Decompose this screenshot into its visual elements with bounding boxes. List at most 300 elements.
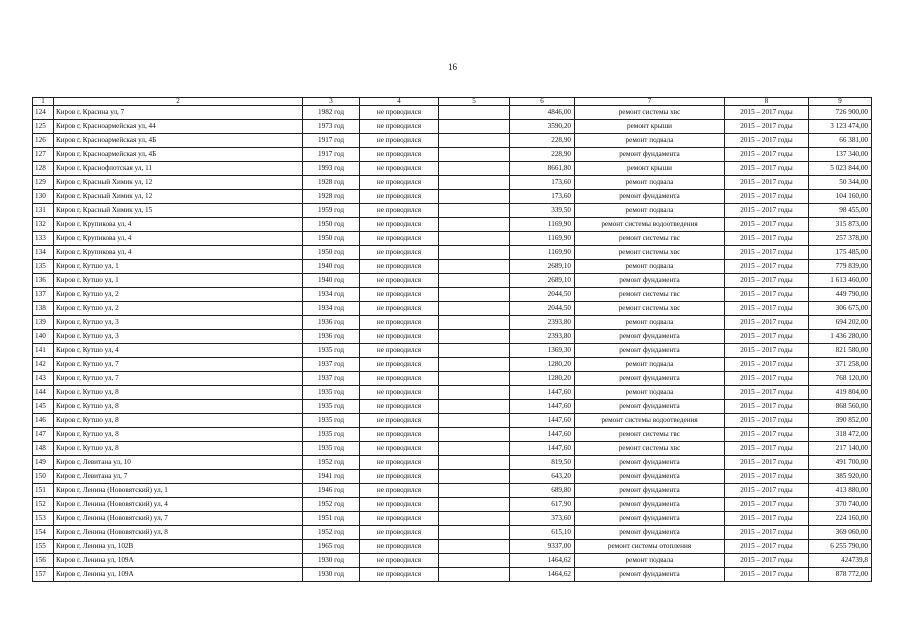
address-cell: Киров г, Крупикова ул, 4 (54, 232, 303, 246)
area-cell: 1464,62 (510, 554, 575, 568)
col-5-cell (439, 358, 510, 372)
year-built-cell: 1940 год (303, 260, 360, 274)
table-row (33, 456, 872, 470)
table-row (33, 526, 872, 540)
work-type-cell: ремонт подвала (575, 386, 725, 400)
table-row (33, 288, 872, 302)
work-type-cell: ремонт фундамента (575, 456, 725, 470)
row-number-cell: 134 (33, 246, 54, 260)
table-row (33, 442, 872, 456)
col-5-cell (439, 232, 510, 246)
last-repair-cell: не проводился (360, 554, 439, 568)
cost-cell: 449 790,00 (809, 288, 872, 302)
address-cell: Киров г, Кутшо ул, 2 (54, 302, 303, 316)
row-number-cell: 146 (33, 414, 54, 428)
address-cell: Киров г, Ленина (Нововятский) ул, 1 (54, 484, 303, 498)
row-number-cell: 143 (33, 372, 54, 386)
area-cell: 1169,90 (510, 232, 575, 246)
period-cell: 2015 – 2017 годы (725, 414, 809, 428)
year-built-cell: 1950 год (303, 218, 360, 232)
cost-cell: 306 675,00 (809, 302, 872, 316)
last-repair-cell: не проводился (360, 176, 439, 190)
last-repair-cell: не проводился (360, 344, 439, 358)
work-type-cell: ремонт системы хвс (575, 302, 725, 316)
col-5-cell (439, 176, 510, 190)
period-cell: 2015 – 2017 годы (725, 372, 809, 386)
address-cell: Киров г, Красный Химик ул, 12 (54, 190, 303, 204)
address-cell: Киров г, Ленина ул, 109А (54, 568, 303, 582)
cost-cell: 369 060,00 (809, 526, 872, 540)
period-cell: 2015 – 2017 годы (725, 232, 809, 246)
address-cell: Киров г, Красный Химик ул, 12 (54, 176, 303, 190)
area-cell: 617,90 (510, 498, 575, 512)
address-cell: Киров г, Крупикова ул, 4 (54, 218, 303, 232)
cost-cell: 104 160,00 (809, 190, 872, 204)
work-type-cell: ремонт системы гвс (575, 288, 725, 302)
col-5-cell (439, 120, 510, 134)
last-repair-cell: не проводился (360, 148, 439, 162)
year-built-cell: 1951 год (303, 512, 360, 526)
row-number-cell: 138 (33, 302, 54, 316)
address-cell: Киров г, Кутшо ул, 4 (54, 344, 303, 358)
period-cell: 2015 – 2017 годы (725, 442, 809, 456)
cost-cell: 371 258,00 (809, 358, 872, 372)
row-number-cell: 149 (33, 456, 54, 470)
last-repair-cell: не проводился (360, 330, 439, 344)
row-number-cell: 136 (33, 274, 54, 288)
col-5-cell (439, 134, 510, 148)
address-cell: Киров г, Кутшо ул, 1 (54, 260, 303, 274)
col-5-cell (439, 442, 510, 456)
last-repair-cell: не проводился (360, 386, 439, 400)
col-5-cell (439, 302, 510, 316)
row-number-cell: 148 (33, 442, 54, 456)
area-cell: 1169,90 (510, 246, 575, 260)
address-cell: Киров г, Красноармейская ул, 4Б (54, 148, 303, 162)
year-built-cell: 1950 год (303, 232, 360, 246)
address-cell: Киров г, Краснофлотская ул, 11 (54, 162, 303, 176)
period-cell: 2015 – 2017 годы (725, 302, 809, 316)
column-header-1: 1 (33, 98, 54, 106)
cost-cell: 66 381,00 (809, 134, 872, 148)
last-repair-cell: не проводился (360, 190, 439, 204)
address-cell: Киров г, Кутшо ул, 1 (54, 274, 303, 288)
year-built-cell: 1952 год (303, 526, 360, 540)
col-5-cell (439, 400, 510, 414)
row-number-cell: 125 (33, 120, 54, 134)
year-built-cell: 1993 год (303, 162, 360, 176)
address-cell: Киров г, Левитана ул, 10 (54, 456, 303, 470)
row-number-cell: 135 (33, 260, 54, 274)
last-repair-cell: не проводился (360, 512, 439, 526)
last-repair-cell: не проводился (360, 302, 439, 316)
column-header-9: 9 (809, 98, 872, 106)
address-cell: Киров г, Кутшо ул, 3 (54, 316, 303, 330)
table-row (33, 414, 872, 428)
col-5-cell (439, 162, 510, 176)
period-cell: 2015 – 2017 годы (725, 344, 809, 358)
cost-cell: 6 255 790,00 (809, 540, 872, 554)
table-row (33, 134, 872, 148)
table-row (33, 330, 872, 344)
table-row (33, 232, 872, 246)
area-cell: 1447,60 (510, 414, 575, 428)
year-built-cell: 1936 год (303, 330, 360, 344)
last-repair-cell: не проводился (360, 260, 439, 274)
cost-cell: 98 455,00 (809, 204, 872, 218)
area-cell: 2044,50 (510, 302, 575, 316)
area-cell: 819,50 (510, 456, 575, 470)
row-number-cell: 126 (33, 134, 54, 148)
year-built-cell: 1928 год (303, 176, 360, 190)
year-built-cell: 1950 год (303, 246, 360, 260)
table-row (33, 512, 872, 526)
work-type-cell: ремонт подвала (575, 204, 725, 218)
work-type-cell: ремонт системы хвс (575, 442, 725, 456)
address-cell: Киров г, Ленина (Нововятский) ул, 8 (54, 526, 303, 540)
table-row (33, 176, 872, 190)
area-cell: 2393,80 (510, 316, 575, 330)
col-5-cell (439, 260, 510, 274)
table-row (33, 372, 872, 386)
period-cell: 2015 – 2017 годы (725, 148, 809, 162)
work-type-cell: ремонт фундамента (575, 274, 725, 288)
cost-cell: 413 880,00 (809, 484, 872, 498)
area-cell: 228,90 (510, 148, 575, 162)
last-repair-cell: не проводился (360, 526, 439, 540)
row-number-cell: 127 (33, 148, 54, 162)
work-type-cell: ремонт фундамента (575, 498, 725, 512)
last-repair-cell: не проводился (360, 246, 439, 260)
area-cell: 4846,00 (510, 106, 575, 120)
area-cell: 3590,20 (510, 120, 575, 134)
last-repair-cell: не проводился (360, 428, 439, 442)
cost-cell: 419 804,00 (809, 386, 872, 400)
year-built-cell: 1952 год (303, 498, 360, 512)
page-number: 16 (448, 62, 457, 72)
work-type-cell: ремонт фундамента (575, 470, 725, 484)
area-cell: 228,90 (510, 134, 575, 148)
row-number-cell: 137 (33, 288, 54, 302)
row-number-cell: 130 (33, 190, 54, 204)
address-cell: Киров г, Ленина ул, 102В (54, 540, 303, 554)
repair-table (32, 97, 872, 582)
table-row (33, 316, 872, 330)
last-repair-cell: не проводился (360, 372, 439, 386)
address-cell: Киров г, Красноармейская ул, 4Б (54, 134, 303, 148)
area-cell: 1169,90 (510, 218, 575, 232)
table-header-row (33, 98, 872, 106)
table-body (33, 106, 872, 582)
col-5-cell (439, 246, 510, 260)
work-type-cell: ремонт системы хвс (575, 106, 725, 120)
last-repair-cell: не проводился (360, 414, 439, 428)
row-number-cell: 128 (33, 162, 54, 176)
cost-cell: 5 023 844,00 (809, 162, 872, 176)
column-header-5: 5 (439, 98, 510, 106)
last-repair-cell: не проводился (360, 498, 439, 512)
area-cell: 1280,20 (510, 358, 575, 372)
period-cell: 2015 – 2017 годы (725, 568, 809, 582)
col-5-cell (439, 274, 510, 288)
last-repair-cell: не проводился (360, 218, 439, 232)
period-cell: 2015 – 2017 годы (725, 260, 809, 274)
column-header-3: 3 (303, 98, 360, 106)
cost-cell: 175 485,00 (809, 246, 872, 260)
table-row (33, 204, 872, 218)
period-cell: 2015 – 2017 годы (725, 204, 809, 218)
address-cell: Киров г, Кутшо ул, 2 (54, 288, 303, 302)
address-cell: Киров г, Кутшо ул, 8 (54, 414, 303, 428)
col-5-cell (439, 106, 510, 120)
row-number-cell: 133 (33, 232, 54, 246)
address-cell: Киров г, Ленина (Нововятский) ул, 7 (54, 512, 303, 526)
table-row (33, 302, 872, 316)
period-cell: 2015 – 2017 годы (725, 176, 809, 190)
table-row (33, 568, 872, 582)
row-number-cell: 129 (33, 176, 54, 190)
cost-cell: 694 202,00 (809, 316, 872, 330)
row-number-cell: 142 (33, 358, 54, 372)
table-row (33, 162, 872, 176)
year-built-cell: 1935 год (303, 442, 360, 456)
work-type-cell: ремонт фундамента (575, 400, 725, 414)
cost-cell: 726 900,00 (809, 106, 872, 120)
col-5-cell (439, 344, 510, 358)
area-cell: 173,60 (510, 176, 575, 190)
column-header-2: 2 (54, 98, 303, 106)
col-5-cell (439, 414, 510, 428)
year-built-cell: 1930 год (303, 554, 360, 568)
col-5-cell (439, 386, 510, 400)
year-built-cell: 1937 год (303, 358, 360, 372)
row-number-cell: 147 (33, 428, 54, 442)
work-type-cell: ремонт фундамента (575, 190, 725, 204)
address-cell: Киров г, Красноармейская ул, 44 (54, 120, 303, 134)
work-type-cell: ремонт фундамента (575, 568, 725, 582)
last-repair-cell: не проводился (360, 134, 439, 148)
row-number-cell: 155 (33, 540, 54, 554)
row-number-cell: 139 (33, 316, 54, 330)
work-type-cell: ремонт подвала (575, 134, 725, 148)
table-row (33, 428, 872, 442)
last-repair-cell: не проводился (360, 204, 439, 218)
cost-cell: 318 472,00 (809, 428, 872, 442)
work-type-cell: ремонт фундамента (575, 484, 725, 498)
year-built-cell: 1936 год (303, 316, 360, 330)
table-row (33, 400, 872, 414)
period-cell: 2015 – 2017 годы (725, 218, 809, 232)
last-repair-cell: не проводился (360, 442, 439, 456)
year-built-cell: 1934 год (303, 302, 360, 316)
cost-cell: 315 873,00 (809, 218, 872, 232)
work-type-cell: ремонт фундамента (575, 372, 725, 386)
period-cell: 2015 – 2017 годы (725, 484, 809, 498)
area-cell: 1369,30 (510, 344, 575, 358)
year-built-cell: 1946 год (303, 484, 360, 498)
work-type-cell: ремонт фундамента (575, 512, 725, 526)
col-5-cell (439, 288, 510, 302)
address-cell: Киров г, Кутшо ул, 8 (54, 386, 303, 400)
table-row (33, 246, 872, 260)
col-5-cell (439, 512, 510, 526)
table-row (33, 344, 872, 358)
period-cell: 2015 – 2017 годы (725, 288, 809, 302)
address-cell: Киров г, Ленина ул, 109А (54, 554, 303, 568)
work-type-cell: ремонт системы отопления (575, 540, 725, 554)
year-built-cell: 1937 год (303, 372, 360, 386)
address-cell: Киров г, Кутшо ул, 3 (54, 330, 303, 344)
table-row (33, 498, 872, 512)
cost-cell: 137 340,00 (809, 148, 872, 162)
table-row (33, 386, 872, 400)
period-cell: 2015 – 2017 годы (725, 316, 809, 330)
row-number-cell: 151 (33, 484, 54, 498)
cost-cell: 3 123 474,00 (809, 120, 872, 134)
col-5-cell (439, 204, 510, 218)
year-built-cell: 1934 год (303, 288, 360, 302)
col-5-cell (439, 190, 510, 204)
work-type-cell: ремонт крыши (575, 162, 725, 176)
table-row (33, 190, 872, 204)
area-cell: 8661,80 (510, 162, 575, 176)
work-type-cell: ремонт подвала (575, 554, 725, 568)
col-5-cell (439, 526, 510, 540)
table-row (33, 274, 872, 288)
work-type-cell: ремонт системы водоотведения (575, 218, 725, 232)
column-header-8: 8 (725, 98, 809, 106)
year-built-cell: 1973 год (303, 120, 360, 134)
year-built-cell: 1965 год (303, 540, 360, 554)
work-type-cell: ремонт системы гвс (575, 232, 725, 246)
last-repair-cell: не проводился (360, 456, 439, 470)
area-cell: 173,60 (510, 190, 575, 204)
work-type-cell: ремонт фундамента (575, 526, 725, 540)
row-number-cell: 154 (33, 526, 54, 540)
cost-cell: 768 120,00 (809, 372, 872, 386)
address-cell: Киров г, Крупикова ул, 4 (54, 246, 303, 260)
work-type-cell: ремонт системы гвс (575, 428, 725, 442)
area-cell: 615,10 (510, 526, 575, 540)
period-cell: 2015 – 2017 годы (725, 512, 809, 526)
row-number-cell: 144 (33, 386, 54, 400)
period-cell: 2015 – 2017 годы (725, 134, 809, 148)
address-cell: Киров г, Кутшо ул, 7 (54, 372, 303, 386)
address-cell: Киров г, Красина ул, 7 (54, 106, 303, 120)
row-number-cell: 145 (33, 400, 54, 414)
address-cell: Киров г, Кутшо ул, 7 (54, 358, 303, 372)
last-repair-cell: не проводился (360, 470, 439, 484)
row-number-cell: 124 (33, 106, 54, 120)
row-number-cell: 156 (33, 554, 54, 568)
row-number-cell: 141 (33, 344, 54, 358)
last-repair-cell: не проводился (360, 540, 439, 554)
area-cell: 2689,10 (510, 260, 575, 274)
year-built-cell: 1959 год (303, 204, 360, 218)
period-cell: 2015 – 2017 годы (725, 358, 809, 372)
address-cell: Киров г, Кутшо ул, 8 (54, 400, 303, 414)
year-built-cell: 1935 год (303, 428, 360, 442)
period-cell: 2015 – 2017 годы (725, 330, 809, 344)
row-number-cell: 153 (33, 512, 54, 526)
area-cell: 9337,00 (510, 540, 575, 554)
work-type-cell: ремонт крыши (575, 120, 725, 134)
year-built-cell: 1935 год (303, 386, 360, 400)
period-cell: 2015 – 2017 годы (725, 386, 809, 400)
last-repair-cell: не проводился (360, 358, 439, 372)
period-cell: 2015 – 2017 годы (725, 428, 809, 442)
area-cell: 2393,80 (510, 330, 575, 344)
col-5-cell (439, 568, 510, 582)
col-5-cell (439, 330, 510, 344)
period-cell: 2015 – 2017 годы (725, 106, 809, 120)
period-cell: 2015 – 2017 годы (725, 120, 809, 134)
col-5-cell (439, 316, 510, 330)
year-built-cell: 1982 год (303, 106, 360, 120)
last-repair-cell: не проводился (360, 400, 439, 414)
last-repair-cell: не проводился (360, 232, 439, 246)
row-number-cell: 132 (33, 218, 54, 232)
table-row (33, 554, 872, 568)
year-built-cell: 1940 год (303, 274, 360, 288)
column-header-7: 7 (575, 98, 725, 106)
col-5-cell (439, 148, 510, 162)
area-cell: 643,20 (510, 470, 575, 484)
col-5-cell (439, 554, 510, 568)
last-repair-cell: не проводился (360, 484, 439, 498)
year-built-cell: 1928 год (303, 190, 360, 204)
address-cell: Киров г, Левитана ул, 7 (54, 470, 303, 484)
cost-cell: 50 344,00 (809, 176, 872, 190)
column-header-6: 6 (510, 98, 575, 106)
col-5-cell (439, 456, 510, 470)
cost-cell: 1 613 460,00 (809, 274, 872, 288)
period-cell: 2015 – 2017 годы (725, 554, 809, 568)
col-5-cell (439, 540, 510, 554)
col-5-cell (439, 484, 510, 498)
table-row (33, 540, 872, 554)
table-row (33, 120, 872, 134)
area-cell: 1447,60 (510, 400, 575, 414)
work-type-cell: ремонт подвала (575, 358, 725, 372)
address-cell: Киров г, Кутшо ул, 8 (54, 428, 303, 442)
period-cell: 2015 – 2017 годы (725, 400, 809, 414)
last-repair-cell: не проводился (360, 316, 439, 330)
year-built-cell: 1917 год (303, 134, 360, 148)
last-repair-cell: не проводился (360, 162, 439, 176)
col-5-cell (439, 470, 510, 484)
period-cell: 2015 – 2017 годы (725, 526, 809, 540)
area-cell: 689,80 (510, 484, 575, 498)
table-row (33, 148, 872, 162)
area-cell: 373,60 (510, 512, 575, 526)
year-built-cell: 1952 год (303, 456, 360, 470)
area-cell: 1464,62 (510, 568, 575, 582)
table-row (33, 106, 872, 120)
cost-cell: 370 740,00 (809, 498, 872, 512)
year-built-cell: 1917 год (303, 148, 360, 162)
column-header-4: 4 (360, 98, 439, 106)
col-5-cell (439, 428, 510, 442)
work-type-cell: ремонт подвала (575, 176, 725, 190)
area-cell: 1447,60 (510, 442, 575, 456)
year-built-cell: 1930 год (303, 568, 360, 582)
area-cell: 1280,20 (510, 372, 575, 386)
period-cell: 2015 – 2017 годы (725, 498, 809, 512)
area-cell: 1447,60 (510, 428, 575, 442)
work-type-cell: ремонт подвала (575, 316, 725, 330)
cost-cell: 390 852,00 (809, 414, 872, 428)
